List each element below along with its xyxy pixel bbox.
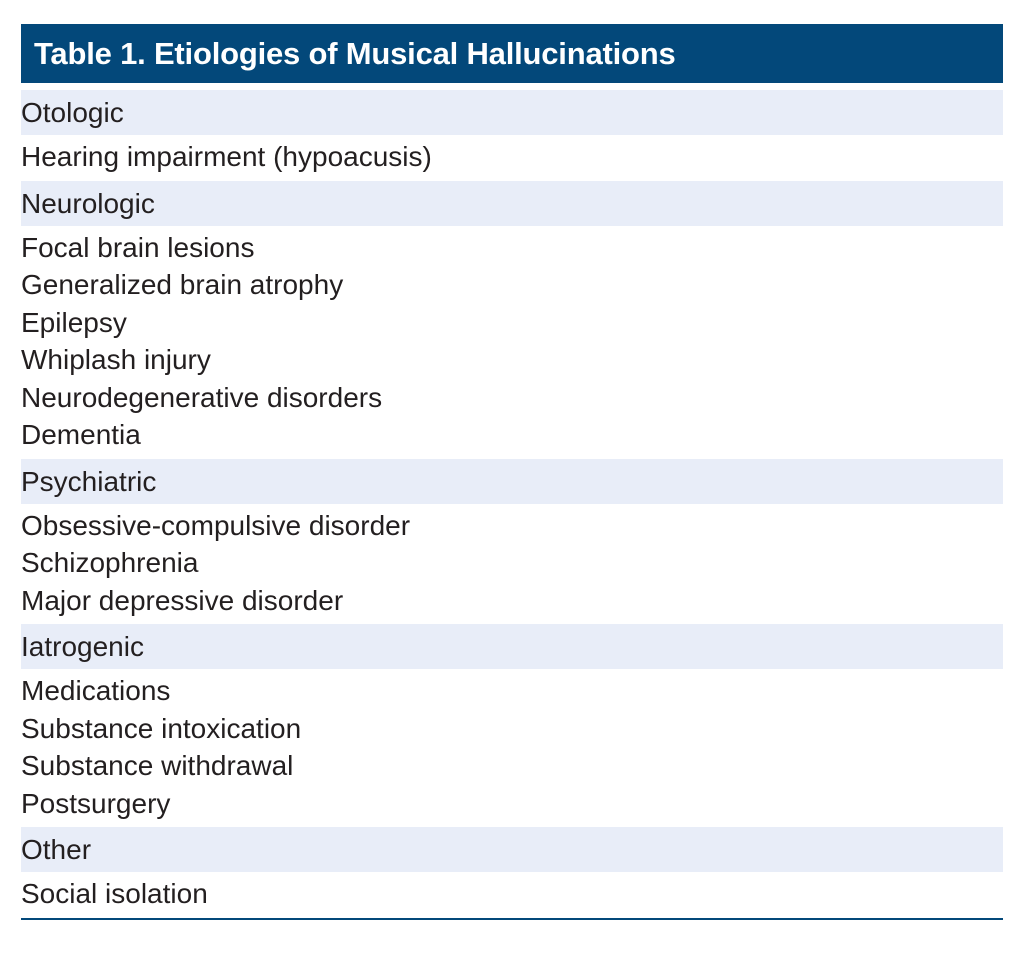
category-neurologic: Neurologic bbox=[21, 181, 1003, 226]
list-item: Focal brain lesions bbox=[21, 231, 255, 263]
list-item: Schizophrenia bbox=[21, 547, 199, 578]
list-item: Dementia bbox=[21, 419, 141, 450]
list-item: Postsurgery bbox=[21, 787, 171, 819]
list-item: Medications bbox=[21, 675, 171, 706]
list-item: Obsessive-compulsive disorder bbox=[21, 509, 411, 541]
items-neurologic bbox=[21, 226, 1003, 459]
list-item: Major depressive disorder bbox=[21, 584, 344, 616]
list-item: Whiplash injury bbox=[21, 344, 211, 375]
items-iatrogenic bbox=[21, 669, 1003, 827]
category-psychiatric: Psychiatric bbox=[21, 459, 1003, 504]
list-item: Substance withdrawal bbox=[21, 750, 294, 781]
items-otologic bbox=[21, 135, 1003, 181]
list-item: Epilepsy bbox=[21, 306, 127, 338]
etiologies-table bbox=[21, 24, 1003, 920]
list-item: Generalized brain atrophy bbox=[21, 269, 344, 300]
items-psychiatric bbox=[21, 504, 1003, 625]
category-otologic: Otologic bbox=[21, 90, 1003, 135]
list-item: Substance intoxication bbox=[21, 712, 302, 744]
category-other: Other bbox=[21, 827, 1003, 872]
list-item: Hearing impairment (hypoacusis) bbox=[21, 141, 432, 172]
category-iatrogenic: Iatrogenic bbox=[21, 624, 1003, 669]
title-gap bbox=[21, 83, 1003, 90]
table-title: Table 1. Etiologies of Musical Hallucinations bbox=[21, 24, 1003, 83]
list-item: Social isolation bbox=[21, 878, 208, 909]
items-other bbox=[21, 872, 1003, 918]
bottom-rule bbox=[21, 918, 1003, 920]
list-item: Neurodegenerative disorders bbox=[21, 381, 383, 413]
